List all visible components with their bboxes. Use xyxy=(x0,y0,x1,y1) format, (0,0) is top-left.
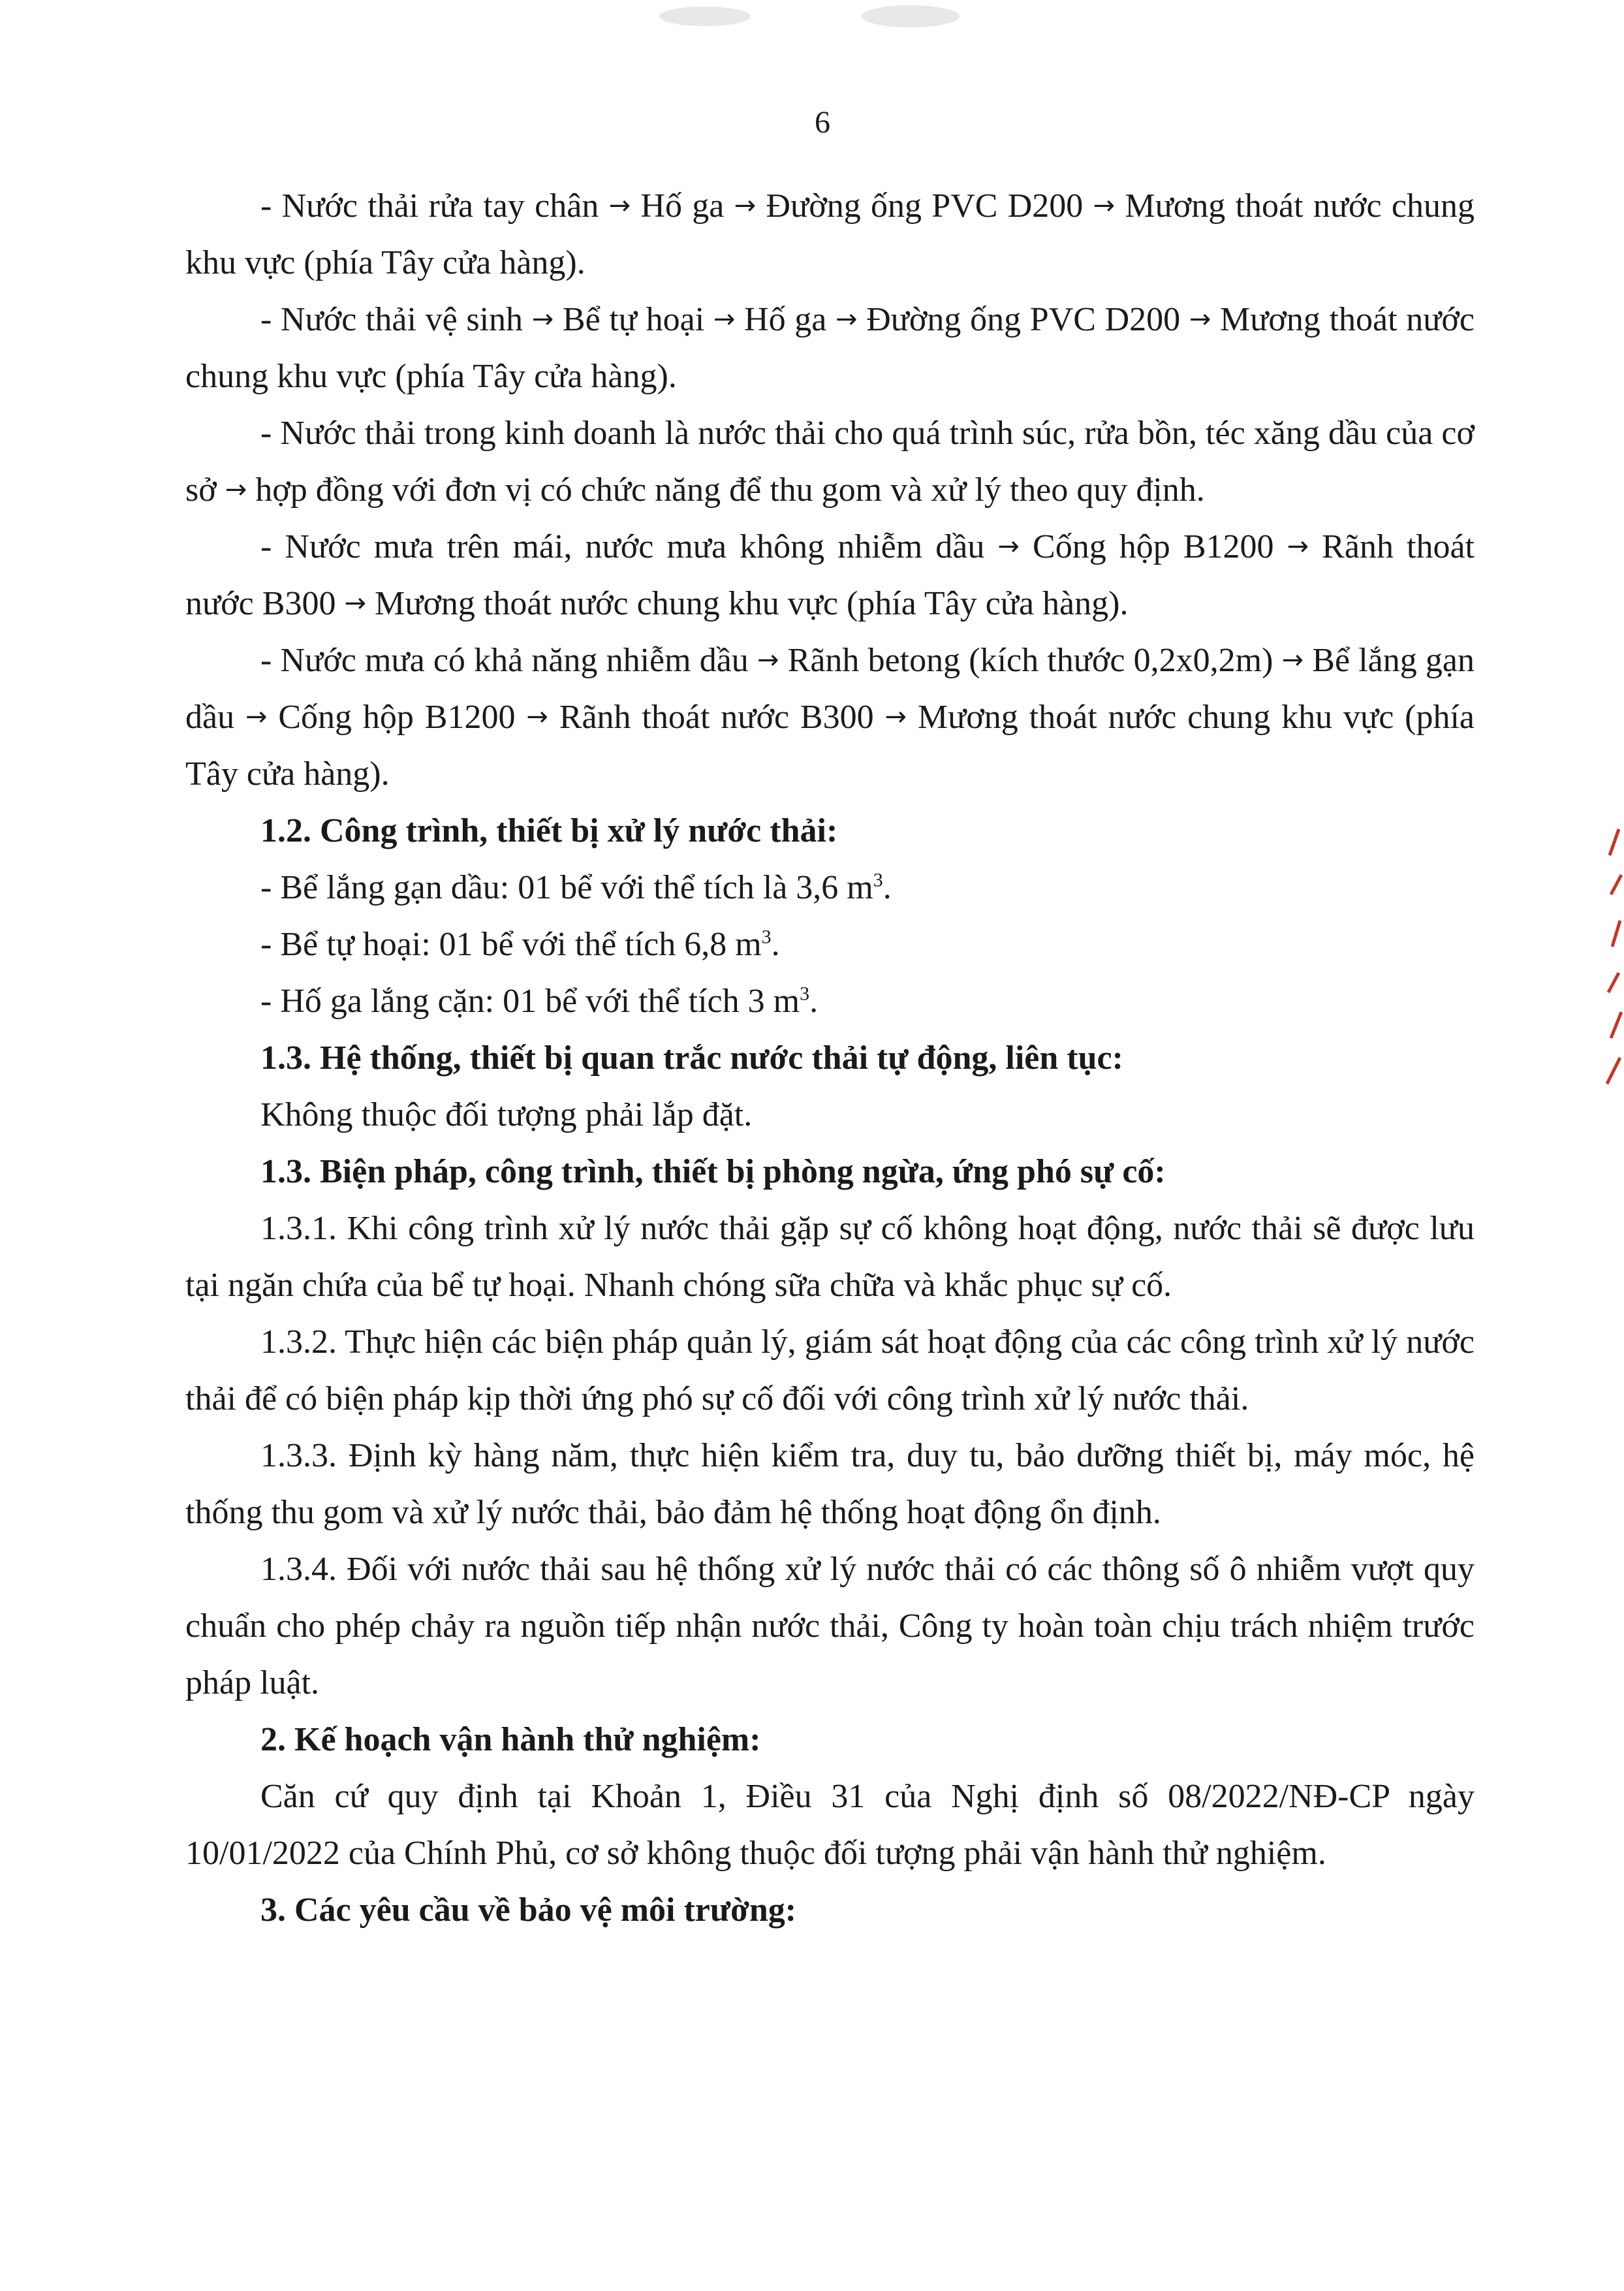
text-run: Rãnh betong (kích thước 0,2x0,2m) xyxy=(779,642,1282,679)
superscript: 3 xyxy=(873,869,883,891)
paragraph xyxy=(185,973,1475,1030)
arrow-icon: → xyxy=(1189,304,1211,334)
text-run: Rãnh thoát nước B300 xyxy=(185,528,1475,622)
text-run: - Nước mưa có khả năng nhiễm dầu xyxy=(260,642,757,679)
text-run: - Nước thải trong kinh doanh là nước thải cho quá trình súc, rửa bồn, téc xăng dầu của cơ sở xyxy=(185,415,1475,509)
scan-smudge xyxy=(659,7,751,26)
text-run: . xyxy=(809,983,819,1020)
paragraph xyxy=(185,1086,1475,1143)
text-run: Mương thoát nước chung khu vực (phía Tây cửa hàng). xyxy=(185,187,1475,281)
text-run: 1.3.4. Đối với nước thải sau hệ thống xử lý nước thải có các thông số ô nhiễm vượt quy chuẩn cho phép chảy ra nguồn tiếp nhận nước thải, Công ty hoàn toàn chịu trách nhiệm trước pháp luật. xyxy=(185,1551,1475,1701)
text-run: 3. Các yêu cầu về bảo vệ môi trường: xyxy=(260,1891,797,1929)
section-heading xyxy=(185,1711,1475,1768)
arrow-icon: → xyxy=(344,588,366,618)
paragraph xyxy=(185,859,1475,916)
text-run: 2. Kế hoạch vận hành thử nghiệm: xyxy=(260,1721,761,1758)
paragraph xyxy=(185,1200,1475,1314)
superscript: 3 xyxy=(800,983,810,1005)
paragraph xyxy=(185,405,1475,518)
text-run: 1.2. Công trình, thiết bị xử lý nước thải: xyxy=(260,812,838,849)
arrow-icon: → xyxy=(531,304,554,334)
text-run: Cống hộp B1200 xyxy=(1019,528,1287,565)
section-heading xyxy=(185,802,1475,859)
superscript: 3 xyxy=(761,926,772,948)
scan-smudge xyxy=(862,5,960,27)
text-run: Mương thoát nước chung khu vực (phía Tây cửa hàng). xyxy=(185,301,1475,395)
paragraph xyxy=(185,1314,1475,1427)
text-run: 1.3. Hệ thống, thiết bị quan trắc nước thải tự động, liên tục: xyxy=(260,1039,1123,1077)
text-run: - Nước thải rửa tay chân xyxy=(260,187,609,225)
section-heading xyxy=(185,1030,1475,1086)
text-run: Mương thoát nước chung khu vực (phía Tây cửa hàng). xyxy=(185,699,1475,793)
paragraph xyxy=(185,916,1475,973)
text-run: Hố ga xyxy=(735,301,836,338)
arrow-icon: → xyxy=(225,475,247,505)
text-run: Bể lắng gạn dầu xyxy=(185,642,1475,736)
text-run: Mương thoát nước chung khu vực (phía Tây cửa hàng). xyxy=(366,585,1129,622)
text-run: - Bể lắng gạn dầu: 01 bể với thể tích là 3,6 m xyxy=(260,869,873,906)
paragraph xyxy=(185,518,1475,632)
arrow-icon: → xyxy=(1281,645,1304,675)
arrow-icon: → xyxy=(526,702,548,732)
section-heading xyxy=(185,1882,1475,1938)
arrow-icon: → xyxy=(1093,191,1116,221)
document-body xyxy=(185,178,1475,1938)
text-run: - Bể tự hoại: 01 bể với thể tích 6,8 m xyxy=(260,926,762,963)
text-run: - Nước thải vệ sinh xyxy=(260,301,532,338)
text-run: Căn cứ quy định tại Khoản 1, Điều 31 của Nghị định số 08/2022/NĐ-CP ngày 10/01/2022 của Chính Phủ, cơ sở không thuộc đối tượng phải vận hành thử nghiệm. xyxy=(185,1778,1475,1872)
text-run: 1.3.2. Thực hiện các biện pháp quản lý, giám sát hoạt động của các công trình xử lý nước thải để có biện pháp kịp thời ứng phó sự cố đối với công trình xử lý nước thải. xyxy=(185,1323,1475,1417)
text-run: - Hố ga lắng cặn: 01 bể với thể tích 3 m xyxy=(260,983,800,1020)
text-run: Bể tự hoại xyxy=(554,301,713,338)
text-run: Hố ga xyxy=(631,187,734,225)
text-run: Cống hộp B1200 xyxy=(267,699,527,736)
arrow-icon: → xyxy=(608,191,631,221)
paragraph xyxy=(185,1541,1475,1711)
text-run: hợp đồng với đơn vị có chức năng để thu gom và xử lý theo quy định. xyxy=(247,471,1205,509)
section-heading xyxy=(185,1143,1475,1200)
arrow-icon: → xyxy=(245,702,268,732)
paragraph xyxy=(185,1768,1475,1882)
arrow-icon: → xyxy=(734,191,757,221)
arrow-icon: → xyxy=(757,645,779,675)
arrow-icon: → xyxy=(884,702,907,732)
paragraph xyxy=(185,178,1475,291)
text-run: . xyxy=(771,926,780,963)
arrow-icon: → xyxy=(835,304,858,334)
text-run: Rãnh thoát nước B300 xyxy=(548,699,885,736)
paragraph xyxy=(185,1427,1475,1541)
arrow-icon: → xyxy=(713,304,736,334)
red-stamp-edge-mark xyxy=(1606,816,1624,1090)
text-run: 1.3.3. Định kỳ hàng năm, thực hiện kiểm tra, duy tu, bảo dưỡng thiết bị, máy móc, hệ thống thu gom và xử lý nước thải, bảo đảm hệ thống hoạt động ổn định. xyxy=(185,1437,1475,1531)
text-run: Đường ống PVC D200 xyxy=(857,301,1189,338)
text-run: - Nước mưa trên mái, nước mưa không nhiễm dầu xyxy=(260,528,998,565)
paragraph xyxy=(185,291,1475,405)
text-run: 1.3. Biện pháp, công trình, thiết bị phòng ngừa, ứng phó sự cố: xyxy=(260,1153,1166,1190)
page-number: 6 xyxy=(815,105,830,140)
text-run: 1.3.1. Khi công trình xử lý nước thải gặp sự cố không hoạt động, nước thải sẽ được lưu tại ngăn chứa của bể tự hoại. Nhanh chóng sữa chữa và khắc phục sự cố. xyxy=(185,1210,1475,1304)
paragraph xyxy=(185,632,1475,802)
text-run: Đường ống PVC D200 xyxy=(756,187,1093,225)
text-run: Không thuộc đối tượng phải lắp đặt. xyxy=(260,1096,753,1133)
text-run: . xyxy=(882,869,892,906)
arrow-icon: → xyxy=(1287,531,1309,561)
arrow-icon: → xyxy=(997,531,1020,561)
